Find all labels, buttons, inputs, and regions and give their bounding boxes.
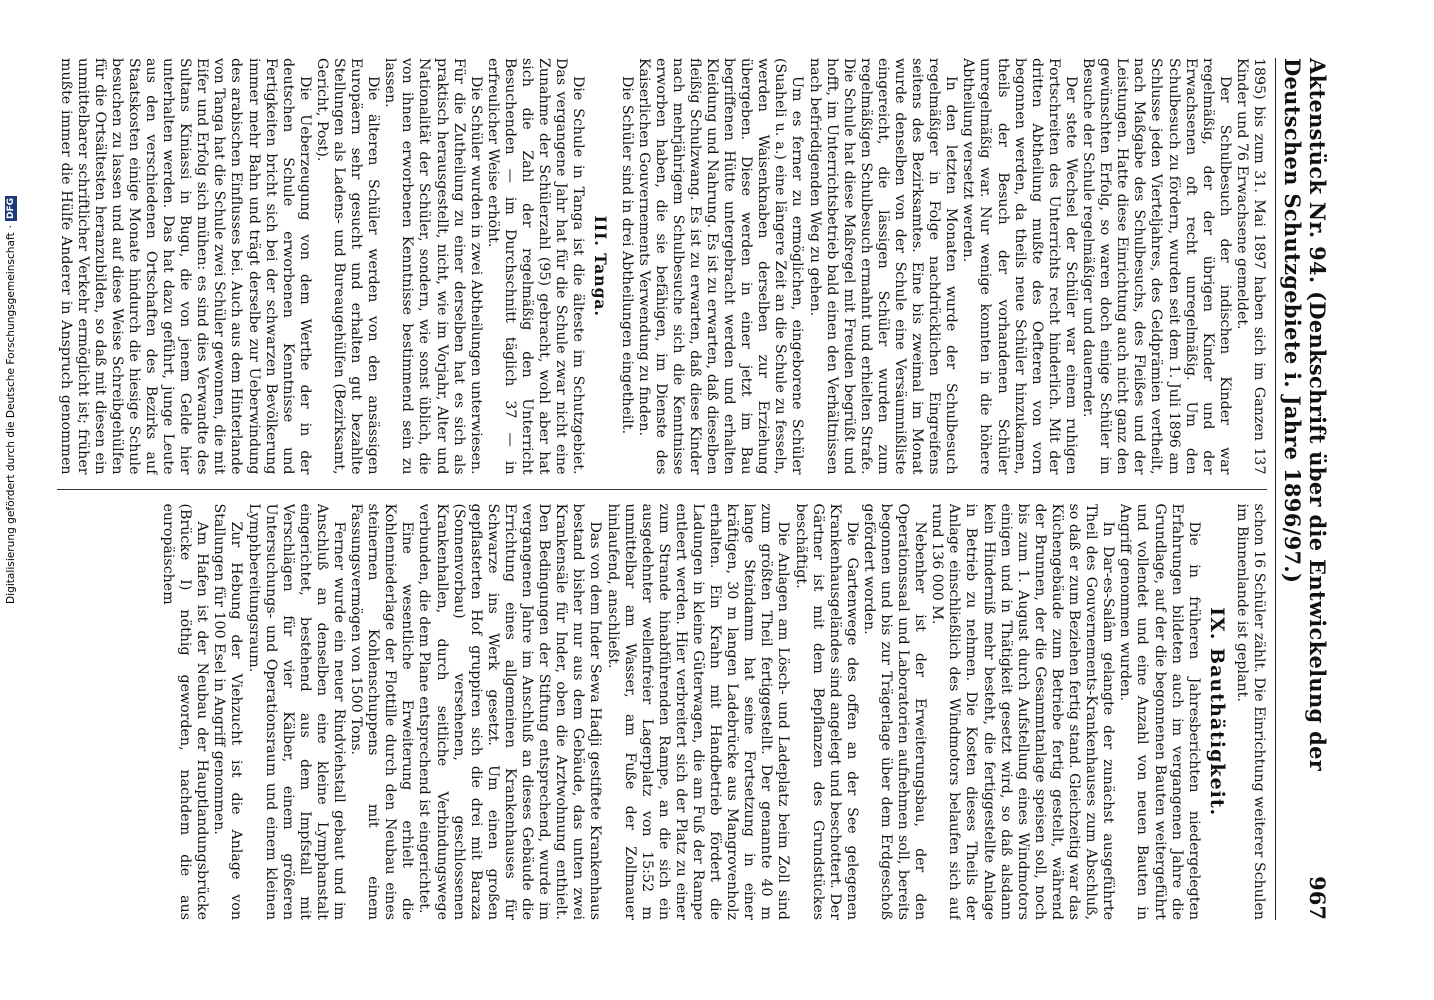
paragraph: 1895) bis zum 31. Mai 1897 haben sich im Ganzen 137 Kinder und 76 Erwachsene gemeldet. xyxy=(1233,58,1267,475)
paragraph: Die Schüler sind in drei Abtheilungen eingetheilt. xyxy=(618,76,635,435)
dfg-logo: DFG xyxy=(6,197,16,219)
page-header xyxy=(1275,58,1330,920)
section-heading-tanga: III. Tanga. xyxy=(591,215,611,317)
paragraph: schon 16 Schüler zählt. Die Einrichtung weiterer Schulen im Binnenlande ist geplant. xyxy=(1233,503,1267,920)
left-column xyxy=(57,58,1267,475)
paragraph: Zur Hebung der Viehzucht ist die Anlage von Stallungen für 100 Esel in Angriff genommen. xyxy=(211,503,245,920)
paragraph: Der Schulbesuch der indischen Kinder war regelmäßig, der der übrigen Kinder und der Erwachsenen oft recht unregelmäßig. Um den Schulbesuch zu fördern, wurden seit dem 1. Juli 1896 am Schlusse jeden Vierteljahres, des Geldprämien vertheilt, nach Maßgabe des Schulbesuchs, des Fleißes und der Leistungen. Hatte diese Einrichtung auch nicht ganz den gewünschten Erfolg, so waren doch einige Schüler im Besuche der Schule regelmäßiger und dauernder. xyxy=(1080,58,1233,475)
paragraph: Das von dem Inder Sewa Hadji gestiftete Krankenhaus bestand bisher nur aus dem Gebäude, das unten zwei Krankensäle für Inder, oben die Arztwohnung enthielt. Den Bedingungen der Stiftung entsprechend, wurde im vergangenen Jahre im Anschluß an dieses Gebäude die Errichtung eines allgemeinen Krankenhauses für Schwarze ins Werk gesetzt. Um einen großen gepflasterten Hof gruppiren sich die drei mit Baraza (Sonnenvorbau) versehenen, geschlossenen Krankenhallen, durch seitliche Verbindungswege verbunden, die dem Plane entsprechend ist eingerichtet. xyxy=(416,503,604,920)
paragraph: Am Hafen ist der Neubau der Hauptlandungsbrücke (Brücke I) nöthig geworden, nachdem die aus europäischem xyxy=(160,503,211,920)
paragraph: In den letzten Monaten wurde der Schulbesuch regelmäßiger in Folge nachdrücklichen Eingreifens seitens des Bezirksamtes. Eine bis zweimal im Monat wurde denselben von der Schule eine Versäumnißliste eingereicht, die lässigen Schüler wurden zum regelmäßigen Schulbesuch ermahnt und erhielten Strafe. Die Schule hat diese Maßregel mit Freuden begrüßt und hofft, im Unterrichtsbetrieb bald einen den Verhältnissen nach befriedigenden Weg zu gehen. xyxy=(806,58,960,475)
header-title: Aktenstück Nr. 94. (Denkschrift über die Entwickelung der Deutschen Schutzgebiete i. Jahre 1896/97.) xyxy=(1280,58,1330,772)
page-number: 967 xyxy=(1305,876,1330,920)
credit-text: Digitalisierung gefördert durch die Deutsche Forschungsgemeinschaft xyxy=(5,232,17,604)
paragraph: In Dar-es-Salâm gelangte der zunächst ausgeführte Theil des Gouvernements-Krankenhauses zum Abschluß, so daß er zum Beziehen fertig stand. Gleichzeitig war das Küchengebäude zum Betriebe fertig gestellt, während der Brunnen, der die Gesammtanlage speisen soll, noch bis zum 1. August durch Aufstellung eines Windmotors einigen und in Thätigkeit gesetzt wird, so daß alsdann kein Hinderniß mehr besteht, die fertiggestellte Anlage in Betrieb zu nehmen. Die Kosten dieses Theils der Anlage einschließlich des Windmotors belaufen sich auf rund 136 000 M. xyxy=(929,503,1117,920)
paragraph: Um es ferner zu ermöglichen, eingeborene Schüler (Suaheli u. a.) eine längere Zeit an die Schule zu fesseln, werden Waisenknaben derselben zur Erziehung übergeben. Diese werden in einer jetzt im Bau begriffenen Hütte untergebracht werden und erhalten Kleidung und Nahrung. Es ist zu erwarten, daß dieselben fleißig Schulzwang. Es ist zu erwarten, daß diese Kinder nach mehrjährigem Schulbesuche sich die Kenntnisse erworben haben, die sie befähigen, im Dienste des Kaiserlichen Gouvernements Verwendung zu finden. xyxy=(635,58,806,475)
paragraph: Die Anlagen am Lösch- und Ladeplatz beim Zoll sind zum größten Theil fertiggestellt. Der genannte 40 m lange Steindamm hat seine Fortsetzung in einer kräftigen, 30 m langen Ladebrücke aus Mangrovenholz erhalten. Ein Krahn mit Handbetrieb fördert die Ladungen in kleine Güterwagen, die am Fuß der Rampe entleert werden. Hier verbreitert sich der Platz zu einer zum Strande hinabführenden Rampe, an die sich ein ausgedehnter wellenfreier Lagerplatz von 15:52 m unmittelbar am Wasser, am Fuße der Zollmauer hinlaufend, anschließt. xyxy=(604,503,792,920)
paragraph: Die Schüler wurden in zwei Abtheilungen unterwiesen. Für die Zutheilung zu einer derselben hat es sich als praktisch herausgestellt, nicht, wie im Vorjahr, Alter und Nationalität der Schüler, sondern, wie sonst üblich, die von ihnen erworbenen Kenntnisse bestimmend sein zu lassen. xyxy=(382,58,484,475)
document-page xyxy=(40,40,1340,940)
paragraph: Der stete Wechsel der Schüler war einem ruhigen Fortschreiten des Unterrichts recht hinderlich. Mit der dritten Abtheilung mußte des Oefteren von vorn begonnen werden, da theils neue Schüler hinzukamen, theils der Besuch der vorhandenen Schüler unregelmäßig war. Nur wenige konnten in die höhere Abtheilung versetzt werden. xyxy=(960,58,1079,475)
paragraph: Ferner wurde ein neuer Rindviehstall gebaut und im Anschluß an denselben eine kleine Lymphanstalt eingerichtet, bestehend aus dem Impfstall mit Verschlägen für vier Kälber, einem größeren Untersuchungs- und Operationsraum und einem kleinen Lymphbereitungsraum. xyxy=(245,503,348,920)
section-heading-bauthaetigkeit: IX. Bauthätigkeit. xyxy=(1205,607,1228,817)
paragraph: Nebenher ist der Erweiterungsbau, der den Operationssaal und Laboratorien aufnehmen soll, bereits begonnen und bis zur Trägerlage über dem Erdgeschoß gefördert worden. xyxy=(860,503,929,920)
text-columns xyxy=(57,58,1267,920)
right-column xyxy=(57,504,1267,921)
paragraph: Die in früheren Jahresberichten niedergelegten Erfahrungen bildeten auch im vergangenen Jahre die Grundlage, auf der die begonnenen Bauten weitergeführt und vollendet und eine Anzahl von neuen Bauten in Angriff genommen wurden. xyxy=(1117,503,1202,920)
paragraph: Die Gartenwege des offen an der See gelegenen Krankenhausgeländes sind angelegt und beschottert. Der Gärtner ist mit dem Bepflanzen des Grundstückes beschäftigt. xyxy=(792,503,860,920)
digitization-credit: Digitalisierung gefördert durch die Deutsche Forschungsgemeinschaft · DFG xyxy=(5,197,17,604)
paragraph: Eine wesentliche Erweiterung erhielt die Kohlenniederlage der Flottille durch den Neubau eines steinernen Kohlenschuppens mit einem Fassungsvermögen von 1500 Tons. xyxy=(348,503,416,920)
paragraph: Die älteren Schüler werden von den ansässigen Europäern sehr gesucht und erhalten gut bezahlte Stellungen als Ladens- und Bureaugehülfen (Bezirksamt, Gericht, Post). xyxy=(313,58,382,475)
column-divider xyxy=(57,489,1267,490)
paragraph: Die Ueberzeugung von dem Werthe der in der deutschen Schule erworbenen Kenntnisse und Fertigkeiten bricht sich bei der schwarzen Bevölkerung immer mehr Bahn und trägt derselbe zur Ueberwindung des arabischen Einflusses bei. Auch aus dem Hinterlande von Tanga hat die Schule zwei Schüler gewonnen, die mit Eifer und Erfolg sich mühen: es sind dies Verwandte des Sultans Kiniassi in Bugu, die von jenem Gelde hier unterhalten werden. Das hat dazu geführt, junge Leute aus den verschiedenen Ortschaften des Bezirks auf Staatskosten einige Monate hindurch die hiesige Schule besuchen zu lassen und auf diese Weise Schreibgehülfen für die Ortsältesten heranzubilden, so daß mit diesen ein unmittelbarer schriftlicher Verkehr ermöglicht ist; früher mußte immer die Hülfe Anderer in Anspruch genommen xyxy=(57,58,313,475)
paragraph: Die Schule in Tanga ist die älteste im Schutzgebiet. Das vergangene Jahr hat für die Schule zwar nicht eine Zunahme der Schülerzahl (95) gebracht, wohl aber hat sich die Zahl der regelmäßig den Unterricht Besuchenden — im Durchschnitt täglich 37 — in erfreulicher Weise erhöht. xyxy=(484,58,587,475)
